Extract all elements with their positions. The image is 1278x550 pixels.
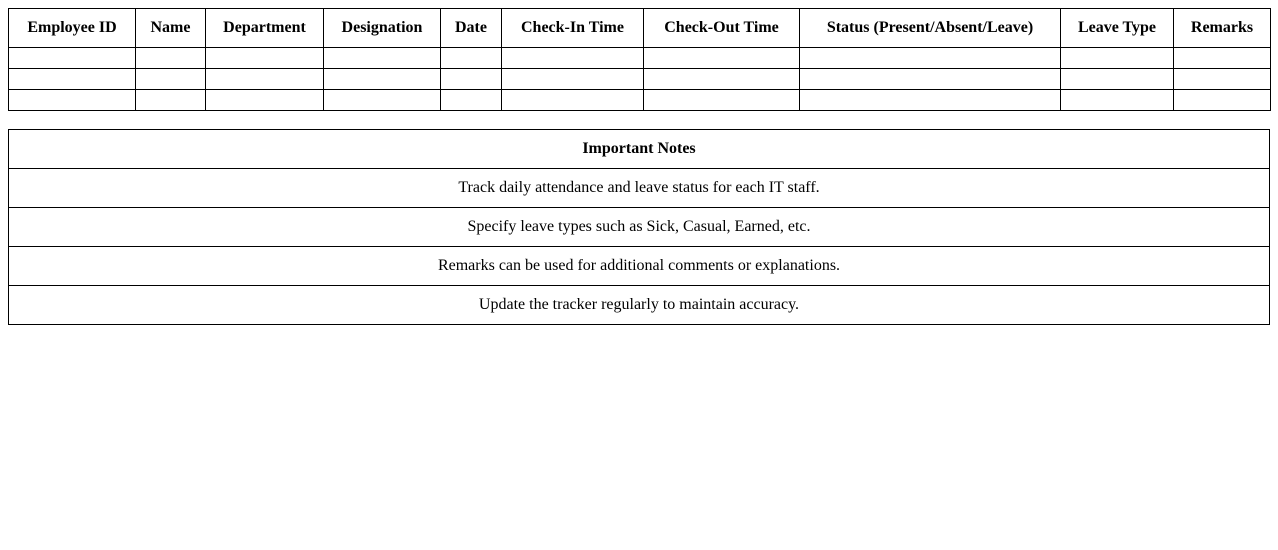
notes-row bbox=[9, 169, 1270, 208]
table-cell[interactable] bbox=[9, 90, 136, 111]
table-row bbox=[9, 48, 1271, 69]
table-cell[interactable] bbox=[1061, 48, 1174, 69]
important-notes-table bbox=[8, 129, 1270, 325]
column-header-remarks: Remarks bbox=[1174, 9, 1271, 48]
note-item: Specify leave types such as Sick, Casual, Earned, etc. bbox=[9, 208, 1270, 247]
notes-row bbox=[9, 247, 1270, 286]
table-row bbox=[9, 90, 1271, 111]
table-cell[interactable] bbox=[502, 90, 644, 111]
table-cell[interactable] bbox=[324, 48, 441, 69]
table-cell[interactable] bbox=[324, 69, 441, 90]
table-cell[interactable] bbox=[9, 69, 136, 90]
table-cell[interactable] bbox=[324, 90, 441, 111]
table-cell[interactable] bbox=[644, 90, 800, 111]
table-cell[interactable] bbox=[136, 69, 206, 90]
table-cell[interactable] bbox=[1174, 90, 1271, 111]
table-row bbox=[9, 69, 1271, 90]
table-cell[interactable] bbox=[800, 69, 1061, 90]
table-cell[interactable] bbox=[136, 48, 206, 69]
table-cell[interactable] bbox=[644, 69, 800, 90]
column-header-check-out-time: Check-Out Time bbox=[644, 9, 800, 48]
table-cell[interactable] bbox=[502, 69, 644, 90]
column-header-department: Department bbox=[206, 9, 324, 48]
column-header-date: Date bbox=[441, 9, 502, 48]
notes-row bbox=[9, 208, 1270, 247]
note-item: Update the tracker regularly to maintain accuracy. bbox=[9, 286, 1270, 325]
column-header-status: Status (Present/Absent/Leave) bbox=[800, 9, 1061, 48]
column-header-check-in-time: Check-In Time bbox=[502, 9, 644, 48]
table-cell[interactable] bbox=[644, 48, 800, 69]
attendance-tracker-table bbox=[8, 8, 1271, 111]
table-cell[interactable] bbox=[1061, 69, 1174, 90]
table-cell[interactable] bbox=[206, 90, 324, 111]
column-header-designation: Designation bbox=[324, 9, 441, 48]
note-item: Remarks can be used for additional comments or explanations. bbox=[9, 247, 1270, 286]
table-cell[interactable] bbox=[1174, 69, 1271, 90]
table-cell[interactable] bbox=[800, 48, 1061, 69]
column-header-employee-id: Employee ID bbox=[9, 9, 136, 48]
column-header-leave-type: Leave Type bbox=[1061, 9, 1174, 48]
notes-row bbox=[9, 286, 1270, 325]
notes-title: Important Notes bbox=[9, 130, 1270, 169]
table-cell[interactable] bbox=[9, 48, 136, 69]
notes-header-row bbox=[9, 130, 1270, 169]
table-cell[interactable] bbox=[206, 69, 324, 90]
table-cell[interactable] bbox=[441, 69, 502, 90]
table-cell[interactable] bbox=[441, 90, 502, 111]
table-cell[interactable] bbox=[1174, 48, 1271, 69]
table-cell[interactable] bbox=[1061, 90, 1174, 111]
table-cell[interactable] bbox=[800, 90, 1061, 111]
table-cell[interactable] bbox=[441, 48, 502, 69]
table-header-row bbox=[9, 9, 1271, 48]
table-cell[interactable] bbox=[502, 48, 644, 69]
table-cell[interactable] bbox=[136, 90, 206, 111]
table-cell[interactable] bbox=[206, 48, 324, 69]
note-item: Track daily attendance and leave status for each IT staff. bbox=[9, 169, 1270, 208]
column-header-name: Name bbox=[136, 9, 206, 48]
